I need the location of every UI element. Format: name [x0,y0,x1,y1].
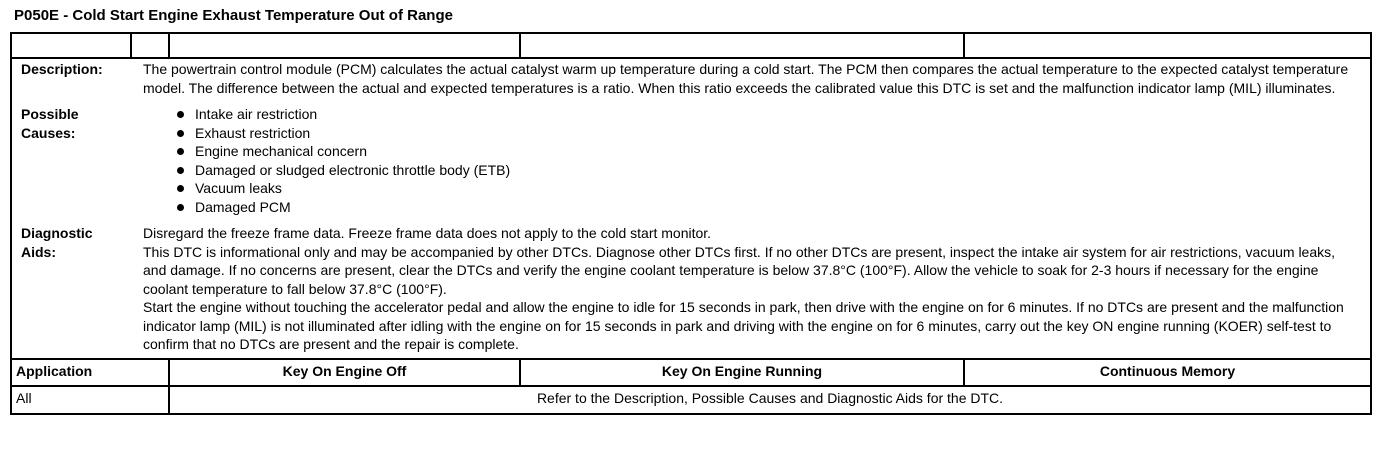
application-header-row [11,359,1371,386]
possible-causes-list [143,105,1352,216]
diagnostic-aids-paragraph: Start the engine without touching the accelerator pedal and allow the engine to idle for 15 seconds in park, then drive with the engine on for 6 minutes. If no DTCs are present and the malfunction indicator lamp (MIL) is not illuminated after idling with the engine on for 15 seconds in park and driving with the engine on for 6 minutes, carry out the key ON engine running (KOER) self-test to confirm that no DTCs are present and the repair is complete. [143,299,1344,352]
possible-causes-label-line2: Causes: [21,124,76,141]
blank-cell [131,33,169,58]
blank-cell [11,33,131,58]
list-item: Engine mechanical concern [195,142,1352,161]
blank-header-row [11,33,1371,58]
application-header: Application [11,359,169,386]
diagnostic-aids-row [16,224,1366,358]
koeo-header: Key On Engine Off [169,359,520,386]
diagnostic-aids-label [16,224,137,358]
diagnostic-aids-label-line2: Aids: [21,243,56,260]
possible-causes-row [16,105,1366,224]
list-item: Damaged PCM [195,198,1352,217]
blank-cell [520,33,964,58]
possible-causes-label-line1: Possible [21,106,79,122]
possible-causes-list-cell [137,105,1366,224]
dtc-table [10,32,1372,415]
application-row [11,386,1371,414]
list-item: Intake air restriction [195,105,1352,124]
koer-header: Key On Engine Running [520,359,964,386]
blank-cell [964,33,1371,58]
details-cell [11,58,1371,359]
list-item: Vacuum leaks [195,179,1352,198]
diagnostic-aids-paragraph: This DTC is informational only and may be accompanied by other DTCs. Diagnose other DTCs first. If no other DTCs are present, inspect the intake air system for air restrictions, vacuum leaks, and damage. If no concerns are present, clear the DTCs and verify the engine coolant temperature is below 37.8°C (100°F). Allow the vehicle to soak for 2-3 hours if necessary for the engine coolant temperature to fall below 37.8°C (100°F). [143,243,1336,297]
application-value: All [11,386,169,414]
diagnostic-aids-paragraph: Disregard the freeze frame data. Freeze frame data does not apply to the cold start monitor. [143,225,712,241]
list-item: Exhaust restriction [195,124,1352,143]
application-note: Refer to the Description, Possible Causes and Diagnostic Aids for the DTC. [169,386,1371,414]
details-table [16,59,1366,358]
description-row [16,59,1366,105]
blank-cell [169,33,520,58]
description-text: The powertrain control module (PCM) calculates the actual catalyst warm up temperature during a cold start. The PCM then compares the actual temperature to the expected catalyst temperature model. The difference between the actual and expected temperatures is a ratio. When this ratio exceeds the calibrated value this DTC is set and the malfunction indicator lamp (MIL) illuminates. [143,61,1349,96]
diagnostic-aids-label-line1: Diagnostic [21,225,93,241]
page-title: P050E - Cold Start Engine Exhaust Temperature Out of Range [14,7,453,24]
diagnostic-aids-text [137,224,1366,358]
possible-causes-label [16,105,137,224]
list-item: Damaged or sludged electronic throttle body (ETB) [195,161,1352,180]
continuous-memory-header: Continuous Memory [964,359,1371,386]
details-row [11,58,1371,359]
description-label: Description: [21,61,103,77]
